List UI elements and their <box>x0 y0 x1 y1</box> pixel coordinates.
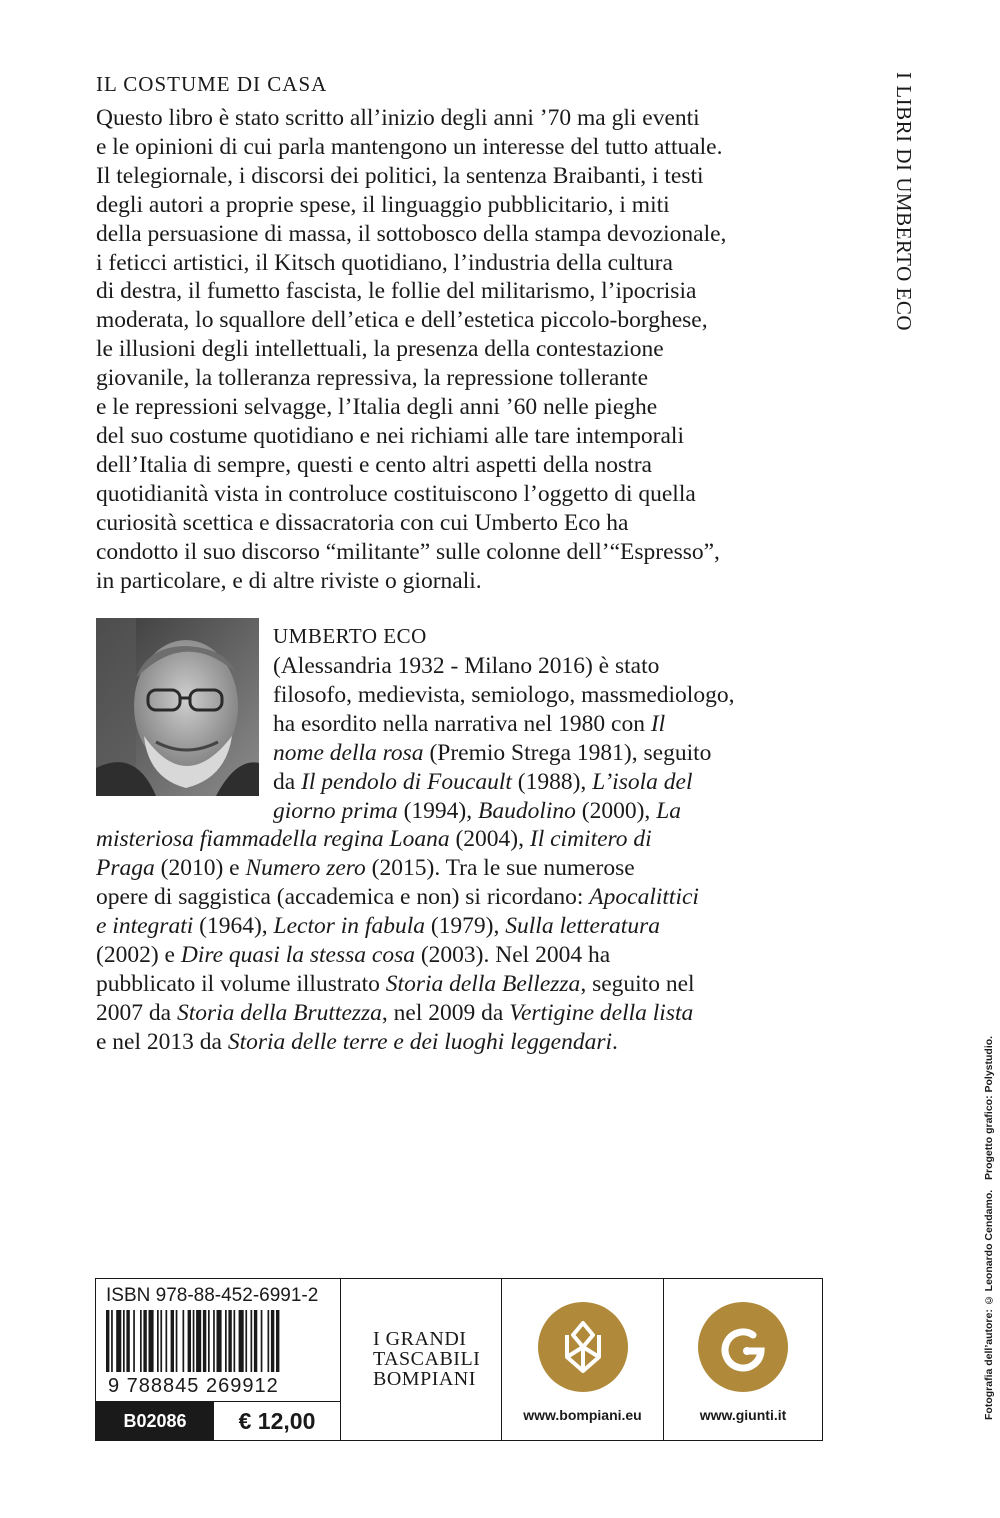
barcode-bar <box>268 1310 270 1372</box>
bio-title-text: Il <box>650 710 666 737</box>
isbn-label: ISBN 978-88-452-6991-2 <box>106 1285 319 1306</box>
barcode-bar <box>271 1310 274 1372</box>
blurb-line: curiosità scettica e dissacratoria con cui Umberto Eco ha <box>96 509 629 536</box>
bio-line <box>96 739 856 768</box>
blurb-line: condotto il suo discorso “militante” sulle colonne dell’“Espresso”, <box>96 538 720 565</box>
blurb-line: della persuasione di massa, il sottobosco della stampa devozionale, <box>96 220 727 247</box>
blurb-line: moderata, lo squallore dell’etica e dell’estetica piccolo-borghese, <box>96 307 708 334</box>
barcode-bar <box>143 1310 146 1372</box>
blurb-line: i feticci artistici, il Kitsch quotidiano, l’industria della cultura <box>96 249 673 276</box>
barcode-bar <box>196 1310 201 1372</box>
barcode-bar <box>140 1310 142 1372</box>
giunti-swirl-icon <box>697 1301 789 1393</box>
bio-line <box>96 797 856 826</box>
barcode-bar <box>261 1310 263 1372</box>
bio-text: (1994), <box>397 797 478 824</box>
bio-title-text: Storia della Bellezza <box>385 970 581 997</box>
bio-text: . <box>612 1028 618 1055</box>
bio-text: opere di saggistica (accademica e non) si ricordano: <box>96 884 590 911</box>
barcode-bar <box>245 1310 247 1372</box>
barcode-digits: 9 788845 269912 <box>108 1375 279 1397</box>
bio-title-text: Storia della Bruttezza <box>176 999 382 1026</box>
barcode-bar <box>228 1310 231 1372</box>
blurb-line: e le repressioni selvagge, l’Italia degli anni ’60 nelle pieghe <box>96 394 658 421</box>
bio-text: , nel 2009 da <box>381 999 510 1026</box>
blurb-text <box>96 104 816 595</box>
bio-line <box>96 970 856 999</box>
bio-text: (2003). Nel 2004 ha <box>414 942 611 969</box>
bio-title-text: La <box>656 797 682 824</box>
product-code: B02086 <box>96 1402 214 1440</box>
barcode-icon <box>106 1310 331 1374</box>
barcode-bar <box>111 1310 113 1372</box>
barcode-bar <box>116 1310 121 1372</box>
bio-text: (1964), <box>193 913 274 940</box>
barcode-bar <box>160 1310 162 1372</box>
series-logo-cell <box>341 1279 502 1440</box>
barcode-bar <box>133 1310 135 1372</box>
bio-text: (1988), <box>511 768 593 795</box>
bio-text: (Premio Strega 1981), seguito <box>423 739 712 766</box>
bio-line <box>96 883 856 912</box>
barcode-bar <box>254 1310 257 1372</box>
barcode-bar <box>106 1310 109 1372</box>
blurb-line: degli autori a proprie spese, il linguaggio pubblicitario, i miti <box>96 191 670 218</box>
bio-title-text: giorno prima <box>273 797 398 824</box>
series-vertical-title: I LIBRI DI UMBERTO ECO <box>892 72 916 332</box>
photo-credit: Fotografia dell’autore: © Leonardo Cendamo. <box>983 1189 995 1420</box>
bio-title-text: Storia delle terre e dei luoghi leggendari <box>227 1028 613 1055</box>
bompiani-flower-icon <box>537 1301 629 1393</box>
bio-line <box>96 768 856 797</box>
blurb-line: le illusioni degli intellettuali, la presenza della contestazione <box>96 336 664 363</box>
bio-title-text: Sulla letteratura <box>505 913 660 940</box>
bompiani-url[interactable]: www.bompiani.eu <box>523 1407 642 1423</box>
bio-text: e nel 2013 da <box>96 1028 228 1055</box>
bio-line <box>96 1028 856 1057</box>
bio-text: (2010) e <box>154 855 246 882</box>
series-logo-line: BOMPIANI <box>373 1368 476 1390</box>
bio-title-text: Vertigine della lista <box>509 999 694 1026</box>
series-logo <box>373 1329 480 1389</box>
barcode-bar <box>217 1310 222 1372</box>
bio-title-text: nome della rosa <box>273 739 424 766</box>
bio-line <box>96 941 856 970</box>
back-cover-info-box <box>95 1278 823 1441</box>
bio-title-text: Numero zero <box>245 855 366 882</box>
bio-title-text: Il pendolo di Foucault <box>301 768 512 795</box>
barcode-bar <box>239 1310 244 1372</box>
blurb-line: e le opinioni di cui parla mantengono un interesse del tutto attuale. <box>96 133 723 160</box>
bio-line <box>96 652 856 681</box>
barcode-bar <box>276 1310 279 1372</box>
bio-title-text: e integrati <box>96 913 194 940</box>
blurb-line: dell’Italia di sempre, questi e cento altri aspetti della nostra <box>96 451 652 478</box>
barcode-bar <box>183 1310 185 1372</box>
bio-text: , seguito nel <box>580 970 695 997</box>
bio-text: (2002) e <box>96 942 181 969</box>
series-logo-line: I GRANDI <box>373 1328 467 1350</box>
author-name: UMBERTO ECO <box>273 624 427 648</box>
bio-title-text: misteriosa fiammadella regina Loana <box>96 826 450 853</box>
blurb-line: Questo libro è stato scritto all’inizio degli anni ’70 ma gli eventi <box>96 105 700 131</box>
barcode-bar <box>234 1310 236 1372</box>
barcode-cell <box>96 1279 341 1440</box>
barcode-bar <box>213 1310 215 1372</box>
barcode-bar <box>203 1310 206 1372</box>
bio-title-text: Lector in fabula <box>273 913 425 940</box>
barcode-bar <box>123 1310 125 1372</box>
bio-title-text: Dire quasi la stessa cosa <box>180 942 415 969</box>
barcode-bar <box>171 1310 174 1372</box>
bio-text: pubblicato il volume illustrato <box>96 970 386 997</box>
design-credit: Progetto grafico: Polystudio. <box>983 1035 995 1180</box>
barcode-bar <box>126 1310 129 1372</box>
credits-vertical <box>978 1000 1000 1420</box>
bio-title-text: L’isola del <box>592 768 693 795</box>
bio-title-text: Baudolino <box>477 797 576 824</box>
barcode-bar <box>166 1310 168 1372</box>
bio-text: ha esordito nella narrativa nel 1980 con <box>273 710 651 737</box>
bio-text: (2015). Tra le sue numerose <box>365 855 635 882</box>
bio-text: (Alessandria 1932 - Milano 2016) è stato <box>273 653 660 679</box>
barcode-bar <box>208 1310 210 1372</box>
blurb-line: giovanile, la tolleranza repressiva, la repressione tollerante <box>96 365 649 392</box>
bio-line <box>96 825 856 854</box>
barcode-bar <box>149 1310 154 1372</box>
blurb-line: in particolare, e di altre riviste o giornali. <box>96 567 482 594</box>
bio-line <box>96 999 856 1028</box>
bio-line <box>96 681 856 710</box>
giunti-cell <box>664 1279 822 1440</box>
bompiani-cell <box>502 1279 664 1440</box>
bio-text: (2000), <box>575 797 657 824</box>
barcode-bar <box>157 1310 159 1372</box>
bio-text: (1979), <box>424 913 506 940</box>
bio-text: 2007 da <box>96 999 177 1026</box>
barcode-bar <box>225 1310 227 1372</box>
bio-line <box>96 912 856 941</box>
series-logo-line: TASCABILI <box>373 1348 481 1370</box>
blurb-line: del suo costume quotidiano e nei richiami alle tare intemporali <box>96 422 684 449</box>
bio-text: (2004), <box>449 826 530 853</box>
price: € 12,00 <box>238 1407 316 1434</box>
blurb-line: Il telegiornale, i discorsi dei politici, la sentenza Braibanti, i testi <box>96 162 704 189</box>
blurb-line: di destra, il fumetto fascista, le follie del militarismo, l’ipocrisia <box>96 278 697 305</box>
bio-title-text: Il cimitero di <box>529 826 652 853</box>
giunti-url[interactable]: www.giunti.it <box>699 1407 787 1423</box>
blurb-line: quotidianità vista in controluce costituiscono l’oggetto di quella <box>96 480 696 507</box>
bio-text: filosofo, medievista, semiologo, massmediologo, <box>273 681 735 708</box>
barcode-bar <box>251 1310 253 1372</box>
section-title: IL COSTUME DI CASA <box>96 72 328 96</box>
bio-line <box>96 854 856 883</box>
barcode-bar <box>188 1310 191 1372</box>
code-price-row <box>96 1401 340 1440</box>
bio-title-text: Apocalittici <box>589 884 699 911</box>
barcode-bar <box>176 1310 178 1372</box>
barcode-bar <box>193 1310 195 1372</box>
bio-line <box>96 710 856 739</box>
bio-title-text: Praga <box>96 855 155 882</box>
bio-text: da <box>273 768 302 795</box>
author-bio <box>96 652 856 1057</box>
